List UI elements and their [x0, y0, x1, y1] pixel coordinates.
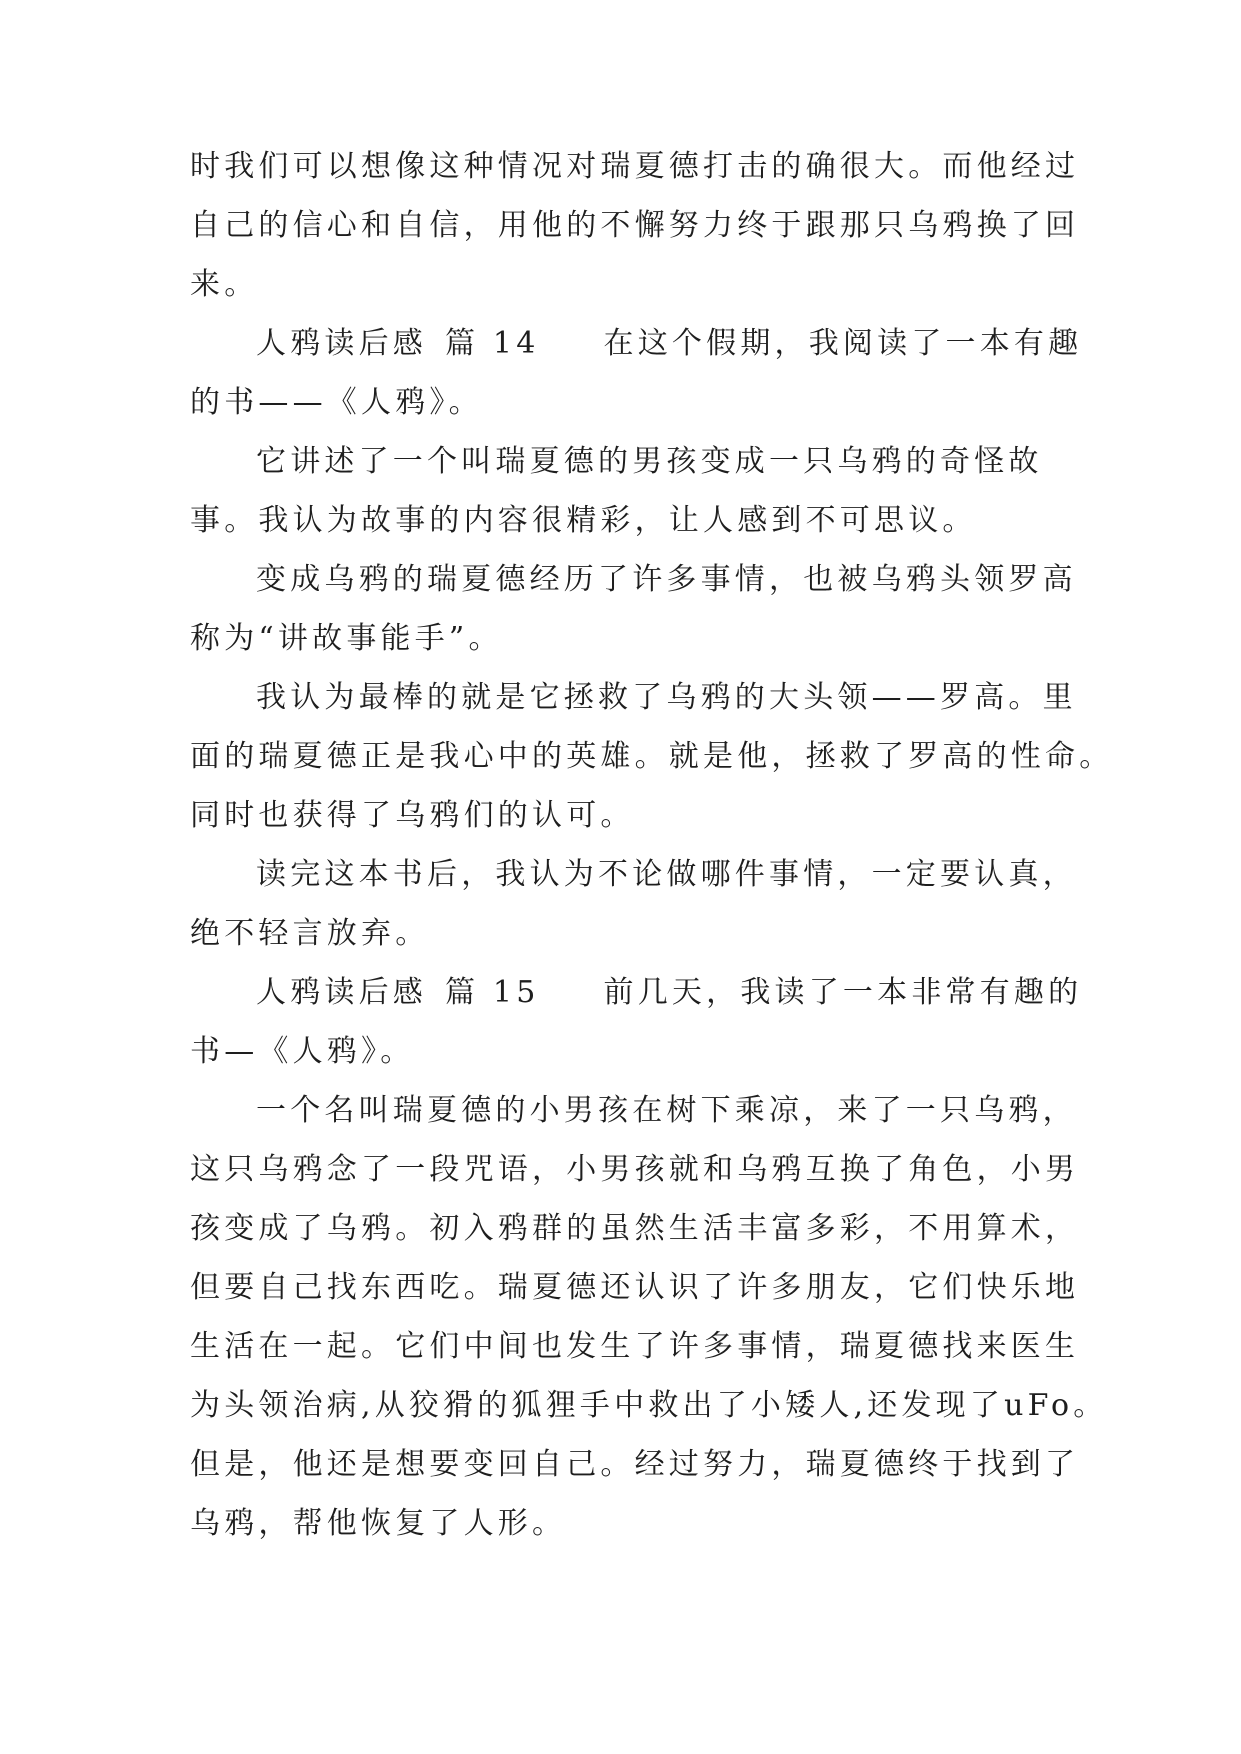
- text-line: 同时也获得了乌鸦们的认可。: [190, 798, 635, 833]
- text-line: 读完这本书后，我认为不论做哪件事情，一定要认真，: [256, 857, 1077, 892]
- text-line: 生活在一起。它们中间也发生了许多事情，瑞夏德找来医生: [190, 1329, 1080, 1364]
- text-line: 但是，他还是想要变回自己。经过努力，瑞夏德终于找到了: [190, 1447, 1080, 1482]
- heading-text: 在这个假期，我阅读了一本有趣: [603, 326, 1083, 361]
- text-line: 它讲述了一个叫瑞夏德的男孩变成一只乌鸦的奇怪故: [256, 444, 1043, 479]
- text-line: 变成乌鸦的瑞夏德经历了许多事情，也被乌鸦头领罗高: [256, 562, 1077, 597]
- text-line: 的书——《人鸦》。: [190, 385, 483, 420]
- text-line: 时我们可以想像这种情况对瑞夏德打击的确很大。而他经过: [190, 149, 1080, 184]
- text-line: 称为“讲故事能手”。: [190, 621, 503, 656]
- text-line: 但要自己找东西吃。瑞夏德还认识了许多朋友，它们快乐地: [190, 1270, 1080, 1305]
- text-line: 为头领治病,从狡猾的狐狸手中救出了小矮人,还发现了uFo。: [190, 1388, 1108, 1423]
- text-line: 绝不轻言放弃。: [190, 916, 430, 951]
- text-line: 面的瑞夏德正是我心中的英雄。就是他，拯救了罗高的性命。: [190, 739, 1114, 774]
- heading-part: 篇 14: [445, 326, 540, 361]
- text-line: 自己的信心和自信，用他的不懈努力终于跟那只乌鸦换了回: [190, 208, 1080, 243]
- text-line: 事。我认为故事的内容很精彩，让人感到不可思议。: [190, 503, 977, 538]
- heading-title: 人鸦读后感: [256, 326, 427, 361]
- text-line: 我认为最棒的就是它拯救了乌鸦的大头领——罗高。里: [256, 680, 1077, 715]
- heading-text: 前几天，我读了一本非常有趣的: [603, 975, 1083, 1010]
- text-line: 书—《人鸦》。: [190, 1034, 415, 1069]
- section-heading-15: [256, 973, 1083, 1013]
- heading-title: 人鸦读后感: [256, 975, 427, 1010]
- text-line: 乌鸦，帮他恢复了人形。: [190, 1506, 567, 1541]
- text-line: 这只乌鸦念了一段咒语，小男孩就和乌鸦互换了角色，小男: [190, 1152, 1080, 1187]
- text-line: 来。: [190, 267, 259, 302]
- text-line: 一个名叫瑞夏德的小男孩在树下乘凉，来了一只乌鸦，: [256, 1093, 1077, 1128]
- text-line: 孩变成了乌鸦。初入鸦群的虽然生活丰富多彩，不用算术，: [190, 1211, 1080, 1246]
- section-heading-14: [256, 324, 1083, 364]
- heading-part: 篇 15: [445, 975, 540, 1010]
